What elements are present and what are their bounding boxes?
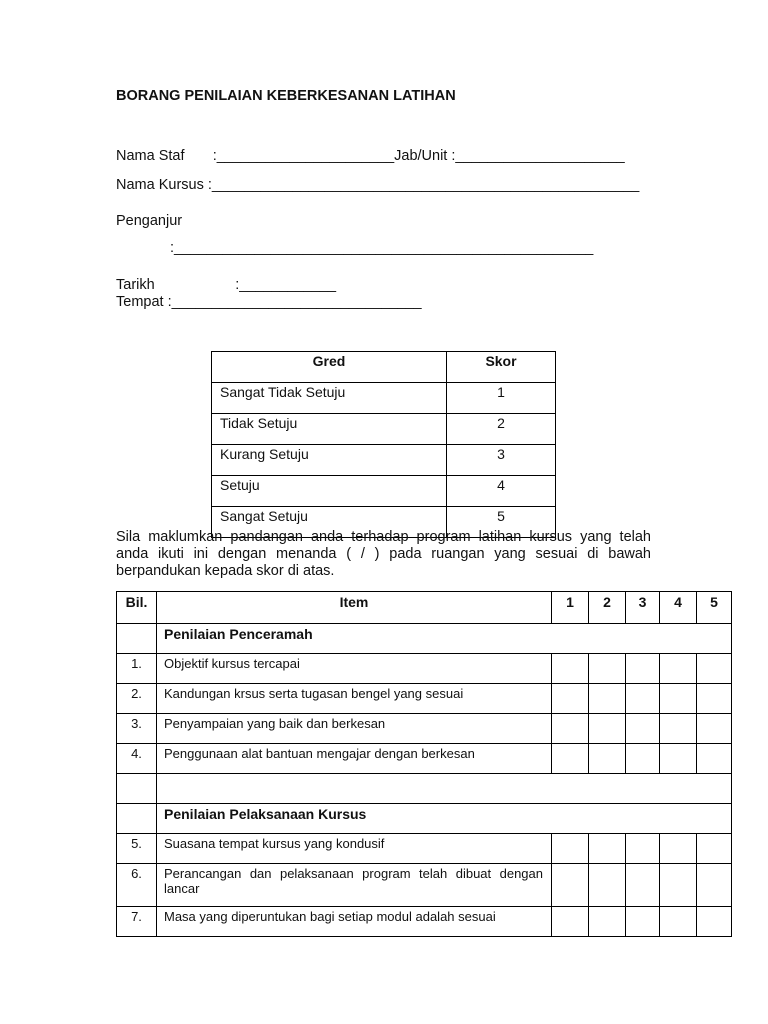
rating-cell[interactable] — [660, 654, 697, 684]
item-cell: Perancangan dan pelaksanaan program telah dibuat dengan lancar — [157, 864, 552, 907]
eval-table-header — [117, 592, 732, 624]
score-cell: 4 — [447, 476, 556, 507]
table-row — [212, 383, 556, 414]
grade-table-header — [212, 352, 556, 383]
item-cell: Penyampaian yang baik dan berkesan — [157, 714, 552, 744]
score-cell: 1 — [447, 383, 556, 414]
tempat-field[interactable]: Tempat :_______________________________ — [116, 294, 422, 310]
grade-header: Gred — [212, 352, 447, 383]
evaluation-table — [116, 591, 732, 937]
table-row — [212, 414, 556, 445]
empty-cell — [117, 624, 157, 654]
rating-cell[interactable] — [552, 864, 589, 907]
penganjur-label: Penganjur — [116, 213, 183, 229]
nama-kursus-field[interactable]: Nama Kursus :_____________________________________________________ — [116, 177, 640, 193]
bil-cell: 4. — [117, 744, 157, 774]
score-1-header: 1 — [552, 592, 589, 624]
rating-cell[interactable] — [660, 714, 697, 744]
rating-cell[interactable] — [626, 744, 660, 774]
section-row — [117, 804, 732, 834]
rating-cell[interactable] — [589, 864, 626, 907]
rating-cell[interactable] — [697, 714, 732, 744]
rating-cell[interactable] — [589, 907, 626, 937]
table-row — [117, 907, 732, 937]
grade-cell: Setuju — [212, 476, 447, 507]
table-row — [212, 445, 556, 476]
grade-score-table — [211, 351, 556, 538]
rating-cell[interactable] — [626, 684, 660, 714]
empty-cell — [117, 804, 157, 834]
table-row — [117, 684, 732, 714]
bil-cell: 7. — [117, 907, 157, 937]
grade-cell: Kurang Setuju — [212, 445, 447, 476]
item-cell: Penggunaan alat bantuan mengajar dengan berkesan — [157, 744, 552, 774]
rating-cell[interactable] — [589, 714, 626, 744]
section-title-pelaksanaan: Penilaian Pelaksanaan Kursus — [157, 804, 732, 834]
score-cell: 5 — [447, 507, 556, 538]
rating-cell[interactable] — [697, 684, 732, 714]
rating-cell[interactable] — [660, 907, 697, 937]
rating-cell[interactable] — [626, 834, 660, 864]
rating-cell[interactable] — [697, 654, 732, 684]
score-3-header: 3 — [626, 592, 660, 624]
rating-cell[interactable] — [626, 864, 660, 907]
rating-cell[interactable] — [589, 744, 626, 774]
score-cell: 3 — [447, 445, 556, 476]
rating-cell[interactable] — [589, 684, 626, 714]
table-row — [117, 744, 732, 774]
score-header: Skor — [447, 352, 556, 383]
rating-cell[interactable] — [552, 654, 589, 684]
table-row — [117, 654, 732, 684]
rating-cell[interactable] — [626, 654, 660, 684]
instruction-text: Sila maklumkan pandangan anda terhadap program latihan kursus yang telah anda ikuti ini dengan menanda ( / ) pada ruangan yang sesuai di bawah berpandukan kepada skor di atas. — [116, 529, 651, 579]
section-title-penceramah: Penilaian Penceramah — [157, 624, 732, 654]
rating-cell[interactable] — [552, 744, 589, 774]
rating-cell[interactable] — [660, 684, 697, 714]
bil-cell: 5. — [117, 834, 157, 864]
rating-cell[interactable] — [660, 744, 697, 774]
rating-cell[interactable] — [552, 907, 589, 937]
item-cell: Objektif kursus tercapai — [157, 654, 552, 684]
rating-cell[interactable] — [589, 654, 626, 684]
spacer-row — [117, 774, 732, 804]
table-row — [117, 714, 732, 744]
empty-cell — [117, 774, 157, 804]
rating-cell[interactable] — [589, 834, 626, 864]
section-row — [117, 624, 732, 654]
score-5-header: 5 — [697, 592, 732, 624]
grade-cell: Sangat Tidak Setuju — [212, 383, 447, 414]
rating-cell[interactable] — [697, 834, 732, 864]
item-cell: Masa yang diperuntukan bagi setiap modul adalah sesuai — [157, 907, 552, 937]
penganjur-field[interactable]: :____________________________________________________ — [170, 240, 594, 256]
score-4-header: 4 — [660, 592, 697, 624]
bil-cell: 2. — [117, 684, 157, 714]
table-row — [117, 864, 732, 907]
score-cell: 2 — [447, 414, 556, 445]
rating-cell[interactable] — [552, 684, 589, 714]
rating-cell[interactable] — [552, 714, 589, 744]
item-cell: Suasana tempat kursus yang kondusif — [157, 834, 552, 864]
bil-cell: 6. — [117, 864, 157, 907]
rating-cell[interactable] — [697, 744, 732, 774]
bil-cell: 1. — [117, 654, 157, 684]
item-cell: Kandungan krsus serta tugasan bengel yang sesuai — [157, 684, 552, 714]
nama-staf-field[interactable]: Nama Staf :______________________Jab/Unit :_____________________ — [116, 148, 625, 164]
score-2-header: 2 — [589, 592, 626, 624]
rating-cell[interactable] — [552, 834, 589, 864]
rating-cell[interactable] — [697, 864, 732, 907]
rating-cell[interactable] — [697, 907, 732, 937]
rating-cell[interactable] — [660, 834, 697, 864]
form-title: BORANG PENILAIAN KEBERKESANAN LATIHAN — [116, 88, 456, 104]
empty-cell — [157, 774, 732, 804]
item-header: Item — [157, 592, 552, 624]
tarikh-field[interactable]: Tarikh :____________ — [116, 277, 337, 293]
bil-header: Bil. — [117, 592, 157, 624]
table-row — [117, 834, 732, 864]
bil-cell: 3. — [117, 714, 157, 744]
rating-cell[interactable] — [626, 714, 660, 744]
table-row — [212, 476, 556, 507]
rating-cell[interactable] — [660, 864, 697, 907]
grade-cell: Tidak Setuju — [212, 414, 447, 445]
grade-cell: Sangat Setuju — [212, 507, 447, 538]
rating-cell[interactable] — [626, 907, 660, 937]
